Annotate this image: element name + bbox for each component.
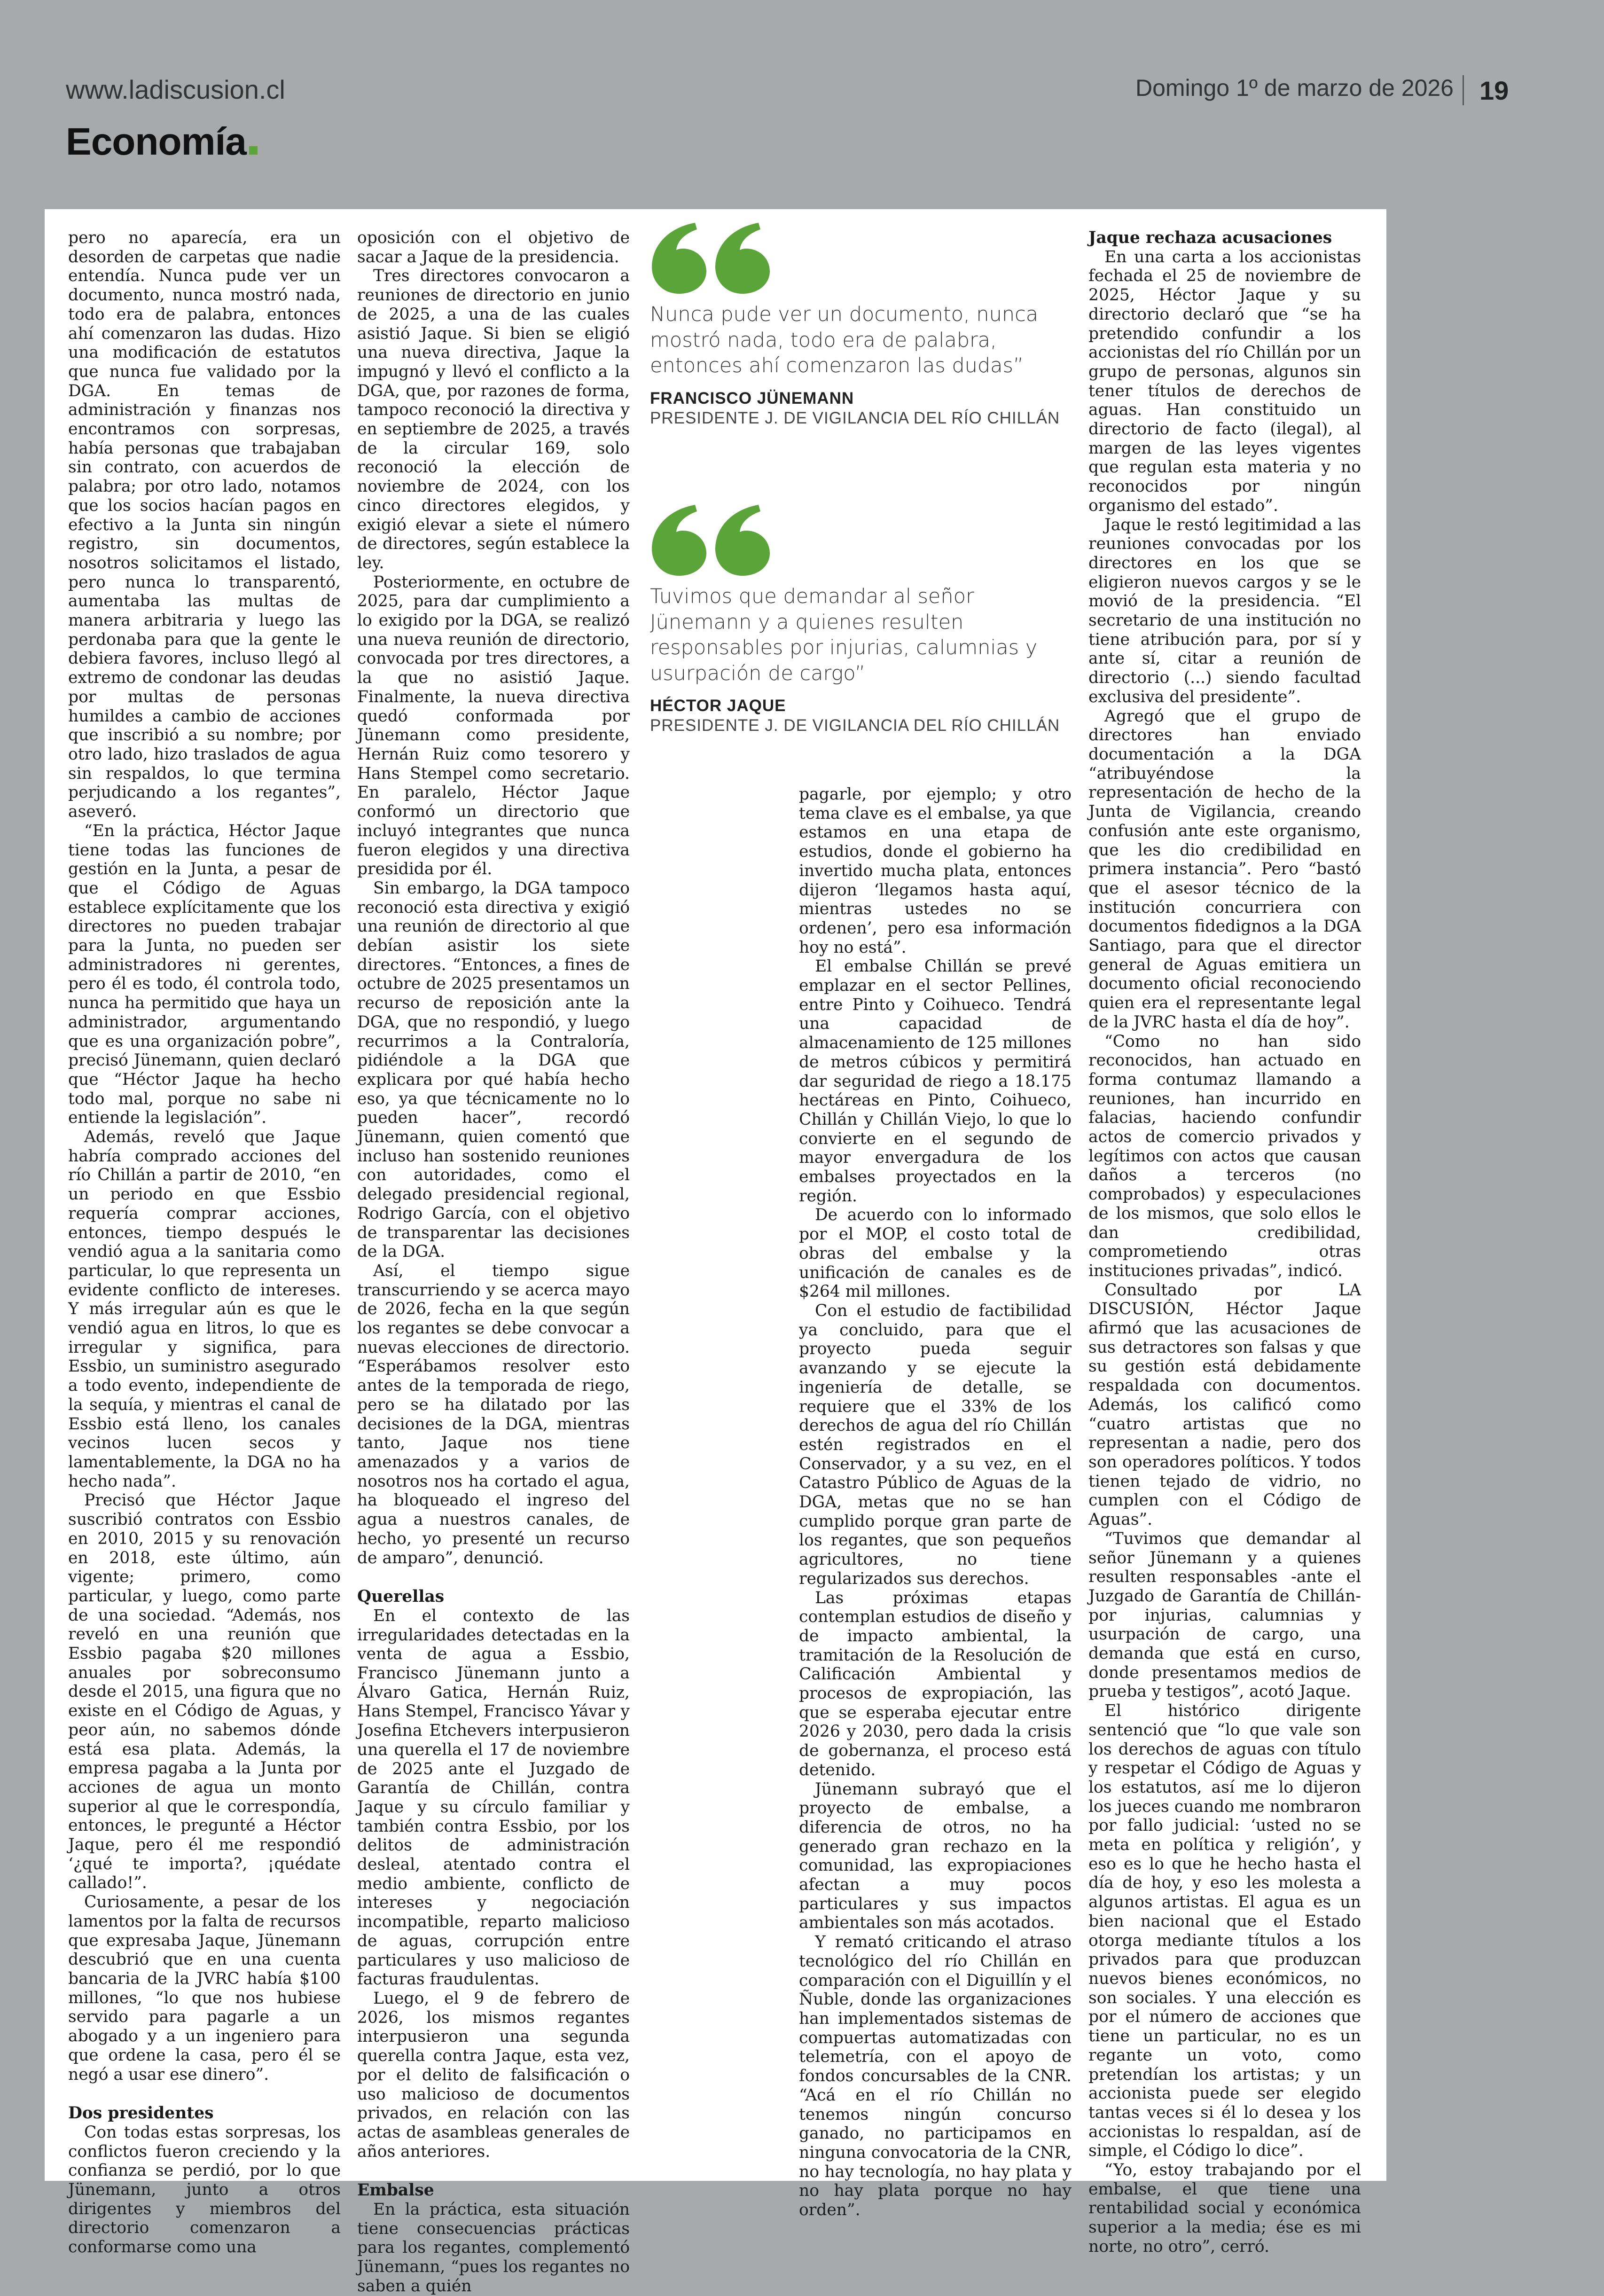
paragraph: Las próximas etapas contemplan estudios de diseño y de impacto ambiental, la tramitación de la Resolución de Calificación Ambiental y procesos de expropiación, las que se esperaba ejecutar entre 2026 y 2030, pero dada la crisis de gobernanza, el proceso está detenido.: [799, 1588, 1072, 1779]
paragraph: Tres directores convocaron a reuniones de directorio en junio de 2025, a una de las cuales asistió Jaque. Si bien se eligió una nueva directiva, Jaque la impugnó y llevó el conflicto a la DGA, que, por razones de forma, tampoco reconoció la directiva y en septiembre de 2025, a través de la circular 169, solo reconoció la elección de noviembre de 2024, con los cinco directores elegidos, y exigió elevar a siete el número de directores, según establece la ley.: [357, 266, 630, 572]
paragraph: De acuerdo con lo informado por el MOP, el costo total de obras del embalse y la unificación de canales es de $264 mil millones.: [799, 1206, 1072, 1301]
quote-marks-icon: [650, 503, 777, 578]
paragraph: Curiosamente, a pesar de los lamentos por la falta de recursos que expresaba Jaque, Jünemann descubrió que en una cuenta bancaria de la JVRC había $100 millones, “lo que nos hubiese servido para pagarle a un abogado y a un ingeniero para que ordene la casa, pero él se negó a usar ese dinero”.: [68, 1893, 341, 2084]
paragraph: En el contexto de las irregularidades detectadas en la venta de agua a Essbio, Francisco Jünemann junto a Álvaro Gatica, Hernán Ruiz, Hans Stempel, Francisco Yávar y Josefina Etchevers interpusieron una querella el 17 de noviembre de 2025 ante el Juzgado de Garantía de Chillán, contra Jaque y su círculo familiar y también contra Essbio, por los delitos de administración desleal, atentado contra el medio ambiente, conflicto de intereses y negociación incompatible, reparto malicioso de aguas, corrupción entre particulares y uso malicioso de facturas fraudulentas.: [357, 1606, 630, 1989]
paragraph: oposición con el objetivo de sacar a Jaque de la presidencia.: [357, 228, 630, 266]
header-divider: [1463, 75, 1464, 105]
site-url[interactable]: www.ladiscusion.cl: [66, 75, 285, 104]
paragraph: Precisó que Héctor Jaque suscribió contratos con Essbio en 2010, 2015 y su renovación en 2018, este último, aún vigente; primero, como particular, y luego, como parte de una sociedad. “Además, nos reveló en una reunión que Essbio pagaba $20 millones anuales por sobreconsumo desde el 2015, una figura que no existe en el Código de Aguas, y peor aún, no sabemos dónde está esa plata. Además, la empresa pagaba a la Junta por acciones de agua un monto superior al que le correspondía, entonces, le pregunté a Héctor Jaque, pero él me respondió ‘¿qué te importa?, ¡quédate callado!”.: [68, 1491, 341, 1893]
paragraph: Con todas estas sorpresas, los conflictos fueron creciendo y la confianza se perdió, por lo que Jünemann, junto a otros dirigentes y miembros del directorio comenzaron a conformarse como una: [68, 2123, 341, 2257]
section-title-text: Economía: [66, 120, 246, 163]
quote-author: FRANCISCO JÜNEMANN: [650, 389, 854, 407]
quote-author-role: PRESIDENTE J. DE VIGILANCIA DEL RÍO CHILLÁN: [650, 408, 1060, 427]
paragraph: “Como no han sido reconocidos, han actuado en forma contumaz llamando a reuniones, han incurrido en falacias, haciendo confundir actos de comercio privados y legítimos con actos que causan daños a terceros (no comprobados) y especulaciones de los mismos, que solo ellos le dan credibilidad, comprometiendo otras instituciones privadas”, indicó.: [1088, 1032, 1361, 1280]
subheading: Querellas: [357, 1587, 445, 1606]
quote-marks-icon: [650, 221, 777, 296]
paragraph: En la práctica, esta situación tiene consecuencias prácticas para los regantes, complementó Jünemann, “pues los regantes no saben a quién: [357, 2200, 630, 2296]
paragraph: Luego, el 9 de febrero de 2026, los mismos regantes interpusieron una segunda querella contra Jaque, esta vez, por el delito de falsificación o uso malicioso de documentos privados, en relación con las actas de asambleas generales de años anteriores.: [357, 1989, 630, 2161]
article-column-1: [68, 228, 341, 2257]
subheading: Jaque rechaza acusaciones: [1088, 228, 1332, 247]
paragraph: Además, reveló que Jaque habría comprado acciones del río Chillán a partir de 2010, “en un periodo en que Essbio requería comprar acciones, entonces, tiempo después le vendió agua a la sanitaria como particular, lo que representa un evidente conflicto de intereses. Y más irregular aún es que le vendió agua en litros, lo que es irregular y significa, para Essbio, un suministro asegurado a todo evento, independiente de la sequía, y mientras el canal de Essbio está lleno, los canales vecinos lucen secos y lamentablemente, la DGA no ha hecho nada”.: [68, 1128, 341, 1491]
subheading: Dos presidentes: [68, 2104, 214, 2123]
quote-text: Tuvimos que demandar al señor Jünemann y a quienes resulten responsables por injurias, calumnias y usurpación de cargo”: [650, 585, 1038, 685]
article-column-4: [1088, 228, 1361, 2257]
paragraph: Así, el tiempo sigue transcurriendo y se acerca mayo de 2026, fecha en la que según los regantes se debe convocar a nuevas elecciones de directorio. “Esperábamos resolver esto antes de la temporada de riego, pero se ha dilatado por las decisiones de la DGA, mientras tanto, Jaque nos tiene amenazados y a varios de nosotros nos ha cortado el agua, ha bloqueado el ingreso del agua a nuestros canales, de hecho, yo presenté un recurso de amparo”, denunció.: [357, 1261, 630, 1567]
page-number: 19: [1479, 76, 1509, 105]
quote-author-role: PRESIDENTE J. DE VIGILANCIA DEL RÍO CHILLÁN: [650, 716, 1060, 735]
paragraph: Posteriormente, en octubre de 2025, para dar cumplimiento a lo exigido por la DGA, se realizó una nueva reunión de directorio, convocada por tres directores, a la que no asistió Jaque. Finalmente, la nueva directiva quedó conformada por Jünemann como presidente, Hernán Ruiz como tesorero y Hans Stempel como secretario. En paralelo, Héctor Jaque conformó un directorio que incluyó integrantes que nunca fueron elegidos y una directiva presidida por él.: [357, 572, 630, 879]
paragraph: pero no aparecía, era un desorden de carpetas que nadie entendía. Nunca pude ver un documento, nunca mostró nada, todo era de palabra, entonces ahí comenzaron las dudas. Hizo una modificación de estatutos que nunca fue validado por la DGA. En temas de administración y finanzas nos encontramos con sorpresas, había personas que trabajaban sin contrato, con acuerdos de palabra; por otro lado, notamos que los socios hacían pagos en efectivo a la Junta sin ningún registro, sin documentos, nosotros solicitamos el listado, pero nunca lo transparentó, aumentaba las multas de manera arbitraria y luego las perdonaba para que la gente le debiera favores, incluso llegó al extremo de condonar las deudas por multas de personas humildes a cambio de acciones que inscribió a su nombre; por otro lado, hizo traslados de agua sin respaldos, lo que termina perjudicando a los regantes”, aseveró.: [68, 228, 341, 822]
paragraph: Con el estudio de factibilidad ya concluido, para que el proyecto pueda seguir avanzando y se ejecute la ingeniería de detalle, se requiere que el 33% de los derechos de agua del río Chillán estén registrados en el Conservador, y a su vez, en el Catastro Público de Aguas de la DGA, metas que no se han cumplido porque gran parte de los regantes, que son pequeños agricultores, no tiene regularizados sus derechos.: [799, 1301, 1072, 1588]
section-accent-dot: [249, 146, 258, 155]
article-column-2: [357, 228, 630, 2296]
quote-author: HÉCTOR JAQUE: [650, 697, 786, 715]
subheading: Embalse: [357, 2181, 434, 2200]
article-column-3: [799, 785, 1072, 2220]
paragraph: Agregó que el grupo de directores han enviado documentación a la DGA “atribuyéndose la representación de hecho de la Junta de Vigilancia, creando confusión ante este organismo, que les dio credibilidad en primera instancia”. Pero “bastó que el asesor técnico de la institución concurriera con documentos fidedignos a la DGA Santiago, para que el director general de Aguas emitiera un documento oficial reconociendo quien era el representante legal de la JVRC hasta el día de hoy”.: [1088, 706, 1361, 1032]
pull-quote: [650, 221, 1064, 428]
paragraph: Y remató criticando el atraso tecnológico del río Chillán en comparación con el Diguillín y el Ñuble, donde las organizaciones han implementados sistemas de compuertas automatizadas con telemetría, con el apoyo de fondos concursables de la CNR. “Acá en el río Chillán no tenemos ningún concurso ganado, no participamos en ninguna convocatoria de la CNR, no hay tecnología, no hay plata y no hay plata porque no hay orden”.: [799, 1933, 1072, 2220]
paragraph: El histórico dirigente sentenció que “lo que vale son los derechos de aguas con título y respetar el Código de Aguas y los estatutos, así me lo dijeron los jueces cuando me nombraron por fallo judicial: ‘usted no se meta en política y religión’, y eso es lo que he hecho hasta el día de hoy, y eso les molesta a algunos artistas. El agua es un bien nacional que el Estado otorga mediante títulos a los privados para que produzcan nuevos bienes económicos, no son sociales. Y una elección es por el número de acciones que tiene un particular, no es un regante un voto, como pretendían los artistas; y un accionista puede ser elegido tantas veces si él lo desea y los accionistas lo respaldan, así de simple, el Código lo dice”.: [1088, 1701, 1361, 2161]
paragraph: Jünemann subrayó que el proyecto de embalse, a diferencia de otros, no ha generado gran rechazo en la comunidad, las expropiaciones afectan a muy pocos particulares y sus impactos ambientales son más acotados.: [799, 1779, 1072, 1933]
quote-text: Nunca pude ver un documento, nunca mostró nada, todo era de palabra, entonces ahí comenzaron las dudas”: [650, 303, 1039, 378]
section-title: [66, 120, 258, 164]
paragraph: “Yo, estoy trabajando por el embalse, el que tiene una rentabilidad social y económica superior a la media; ése es mi norte, no otro”, cerró.: [1088, 2161, 1361, 2256]
pull-quote: [650, 503, 1064, 735]
paragraph: El embalse Chillán se prevé emplazar en el sector Pellines, entre Pinto y Coihueco. Tendrá una capacidad de almacenamiento de 125 millones de metros cúbicos y permitirá dar seguridad de riego a 18.175 hectáreas en Pinto, Coihueco, Chillán y Chillán Viejo, lo que lo convierte en el segundo de mayor envergadura de los embalses proyectados en la región.: [799, 957, 1072, 1206]
paragraph: “Tuvimos que demandar al señor Jünemann y a quienes resulten responsables -ante el Juzgado de Garantía de Chillán- por injurias, calumnias y usurpación de cargo, una demanda que está en curso, donde presentamos medios de prueba y testigos”, acotó Jaque.: [1088, 1529, 1361, 1701]
paragraph: “En la práctica, Héctor Jaque tiene todas las funciones de gestión en la Junta, a pesar de que el Código de Aguas establece explícitamente que los directores no pueden trabajar para la Junta, no pueden ser administradores ni gerentes, pero él es todo, él controla todo, nunca ha permitido que haya un administrador, argumentando que es una organización pobre”, precisó Jünemann, quien declaró que “Héctor Jaque ha hecho todo mal, porque no sabe ni entiende la legislación”.: [68, 821, 341, 1128]
paragraph: Jaque le restó legitimidad a las reuniones convocadas por los directores en los que se eligieron nuevos cargos y se le movió de la presidencia. “El secretario de una institución no tiene atribución para, por sí y ante sí, citar a reunión de directorio (...) siendo facultad exclusiva del presidente”.: [1088, 515, 1361, 706]
paragraph: En una carta a los accionistas fechada el 25 de noviembre de 2025, Héctor Jaque y su directorio declaró que “se ha pretendido confundir a los accionistas del río Chillán por un grupo de personas, algunos sin tener títulos de derechos de aguas. Han constituido un directorio de facto (ilegal), al margen de las leyes vigentes que regulan esta materia y no reconocidos por ningún organismo del estado”.: [1088, 247, 1361, 515]
paragraph: Consultado por LA DISCUSIÓN, Héctor Jaque afirmó que las acusaciones de sus detractores son falsas y que su gestión está debidamente respaldada con documentos. Además, los calificó como “cuatro artistas que no representan a nadie, pero dos son operadores políticos. Y todos tienen tejado de vidrio, no cumplen con el Código de Aguas”.: [1088, 1280, 1361, 1529]
issue-date: Domingo 1º de marzo de 2026: [1135, 75, 1454, 101]
paragraph: Sin embargo, la DGA tampoco reconoció esta directiva y exigió una reunión de directorio al que debían asistir los siete directores. “Entonces, a fines de octubre de 2025 presentamos un recurso de reposición ante la DGA, que no respondió, y luego recurrimos a la Contraloría, pidiéndole a la DGA que explicara por qué había hecho eso, ya que técnicamente no lo pueden hacer”, recordó Jünemann, quien comentó que incluso han sostenido reuniones con autoridades, como el delegado presidencial regional, Rodrigo García, con el objetivo de transparentar las decisiones de la DGA.: [357, 878, 630, 1262]
paragraph: pagarle, por ejemplo; y otro tema clave es el embalse, ya que estamos en una etapa de estudios, donde el gobierno ha invertido mucha plata, entonces dijeron ‘llegamos hasta aquí, mientras ustedes no se ordenen’, pero esa información hoy no está”.: [799, 785, 1072, 957]
